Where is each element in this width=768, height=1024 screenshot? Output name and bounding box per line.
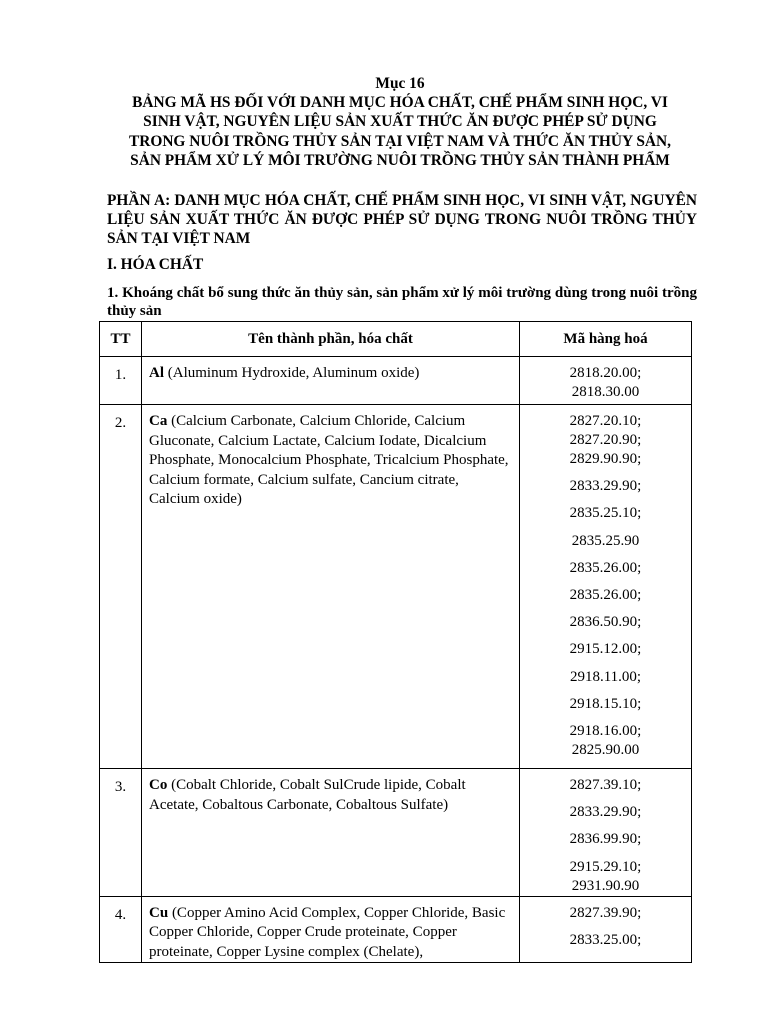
chemical-list: (Calcium Carbonate, Calcium Chloride, Calcium Gluconate, Calcium Lactate, Calcium Iodate, Dicalcium Phosphate, Monocalcium Phosphate, Tricalcium Phosphate, Calcium formate, Calcium sulfate, Cancium citrate, Calcium oxide) [149,413,509,507]
title-line: TRONG NUÔI TRỒNG THỦY SẢN TẠI VIỆT NAM VÀ THỨC ĂN THỦY SẢN, [128,132,672,150]
hs-code: 2833.29.90; [569,478,642,495]
chemical-list: (Cobalt Chloride, Cobalt SulCrude lipide, Cobalt Acetate, Cobaltous Carbonate, Cobaltous Sulfate) [149,777,466,813]
table-row [100,357,692,405]
hs-code-cell [520,896,692,963]
column-header-name: Tên thành phần, hóa chất [142,322,520,357]
title-line: SINH VẬT, NGUYÊN LIỆU SẢN XUẤT THỨC ĂN ĐƯỢC PHÉP SỬ DỤNG [143,113,657,131]
hs-code: 2918.11.00; [569,668,642,685]
hs-code-cell [520,405,692,769]
hs-code-cell [520,357,692,405]
hs-code: 2829.90.90; [569,451,642,467]
chemical-list: (Copper Amino Acid Complex, Copper Chloride, Basic Copper Chloride, Copper Crude proteinate, Copper proteinate, Copper Lysine complex (Chelate), [149,904,506,960]
hs-code: 2915.29.10; [569,858,642,875]
hs-code: 2827.39.90; [569,904,642,921]
title-line: SẢN PHẨM XỬ LÝ MÔI TRƯỜNG NUÔI TRỒNG THỦY SẢN THÀNH PHẨM [130,151,670,169]
hs-code: 2818.20.00; [569,365,642,381]
chemical-name-cell [142,357,520,405]
table-row [100,405,692,769]
row-number: 2. [100,405,142,769]
hs-code: 2836.50.90; [569,614,642,631]
row-number: 4. [100,896,142,963]
hs-code: 2915.12.00; [569,641,642,658]
hs-code: 2918.15.10; [569,695,642,712]
hs-code: 2833.25.00; [569,931,642,948]
section-heading: I. HÓA CHẤT [107,256,204,273]
hs-code: 2835.26.00; [569,559,642,576]
hs-code: 2918.16.00; [569,722,642,739]
table-row [100,896,692,963]
hs-code: 2827.20.10; [569,413,642,429]
hs-code: 2818.30.00 [571,384,640,400]
hs-code: 2825.90.00 [571,741,640,758]
hs-code: 2827.39.10; [569,777,642,793]
document-header [100,74,700,170]
title-line: BẢNG MÃ HS ĐỐI VỚI DANH MỤC HÓA CHẤT, CHẾ PHẨM SINH HỌC, VI [132,94,668,112]
hs-code: 2836.99.90; [569,831,642,848]
element-symbol: Al [149,365,164,381]
element-symbol: Cu [149,904,169,921]
element-symbol: Co [149,777,168,793]
hs-code: 2833.29.90; [569,804,642,821]
column-header-code: Mã hàng hoá [520,322,692,357]
section-number: Mục 16 [375,75,425,92]
row-number: 1. [100,357,142,405]
hs-code: 2835.25.90 [571,532,640,549]
table-header-row [100,322,692,357]
hs-code: 2931.90.90 [571,877,640,894]
subsection-heading: 1. Khoáng chất bổ sung thức ăn thủy sản, sản phẩm xử lý môi trường dùng trong nuôi trồng thủy sản [107,285,697,319]
table-row [100,769,692,897]
part-a-heading: PHẦN A: DANH MỤC HÓA CHẤT, CHẾ PHẨM SINH HỌC, VI SINH VẬT, NGUYÊN LIỆU SẢN XUẤT THỨC ĂN ĐƯỢC PHÉP SỬ DỤNG TRONG NUÔI TRỒNG THỦY SẢN TẠI VIỆT NAM [107,192,697,248]
hs-code-cell [520,769,692,897]
hs-code: 2827.20.90; [569,432,642,448]
hs-code: 2835.25.10; [569,505,642,522]
chemical-name-cell [142,405,520,769]
hs-code-table [99,321,692,963]
chemical-name-cell [142,769,520,897]
chemical-list: (Aluminum Hydroxide, Aluminum oxide) [164,365,420,381]
row-number: 3. [100,769,142,897]
column-header-tt: TT [100,322,142,357]
element-symbol: Ca [149,413,168,429]
chemical-name-cell [142,896,520,963]
hs-code: 2835.26.00; [569,586,642,603]
